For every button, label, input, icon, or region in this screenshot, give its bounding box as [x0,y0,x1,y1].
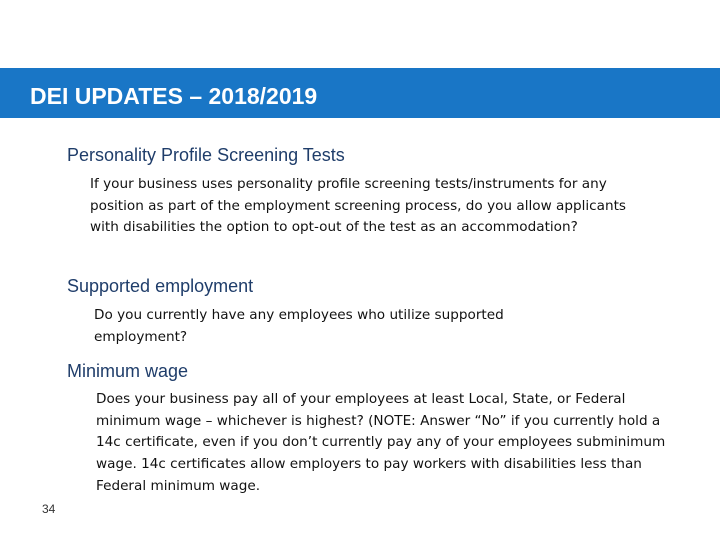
section-heading-minimum-wage: Minimum wage [67,361,189,381]
section-body-supported-employment: Do you currently have any employees who utilize supported employment? [94,307,504,345]
section-heading-personality-profile: Personality Profile Screening Tests [67,145,345,165]
slide-title: DEI UPDATES – 2018/2019 [30,83,318,109]
page-number: 34 [42,502,56,516]
section-body-minimum-wage: Does your business pay all of your employees at least Local, State, or Federal minimum wage – whichever is highest? (NOTE: Answer “No” if you currently hold a 14c certificate, even if you don’t currently pay any of your employees subminimum wage. 14c certificates allow employers to pay workers with disabilities less than Federal minimum wage. [96,391,666,494]
section-body-personality-profile: If your business uses personality profile screening tests/instruments for any position as part of the employment screening process, do you allow applicants with disabilities the option to opt-out of the test as an accommodation? [90,176,626,236]
section-heading-supported-employment: Supported employment [67,276,254,296]
